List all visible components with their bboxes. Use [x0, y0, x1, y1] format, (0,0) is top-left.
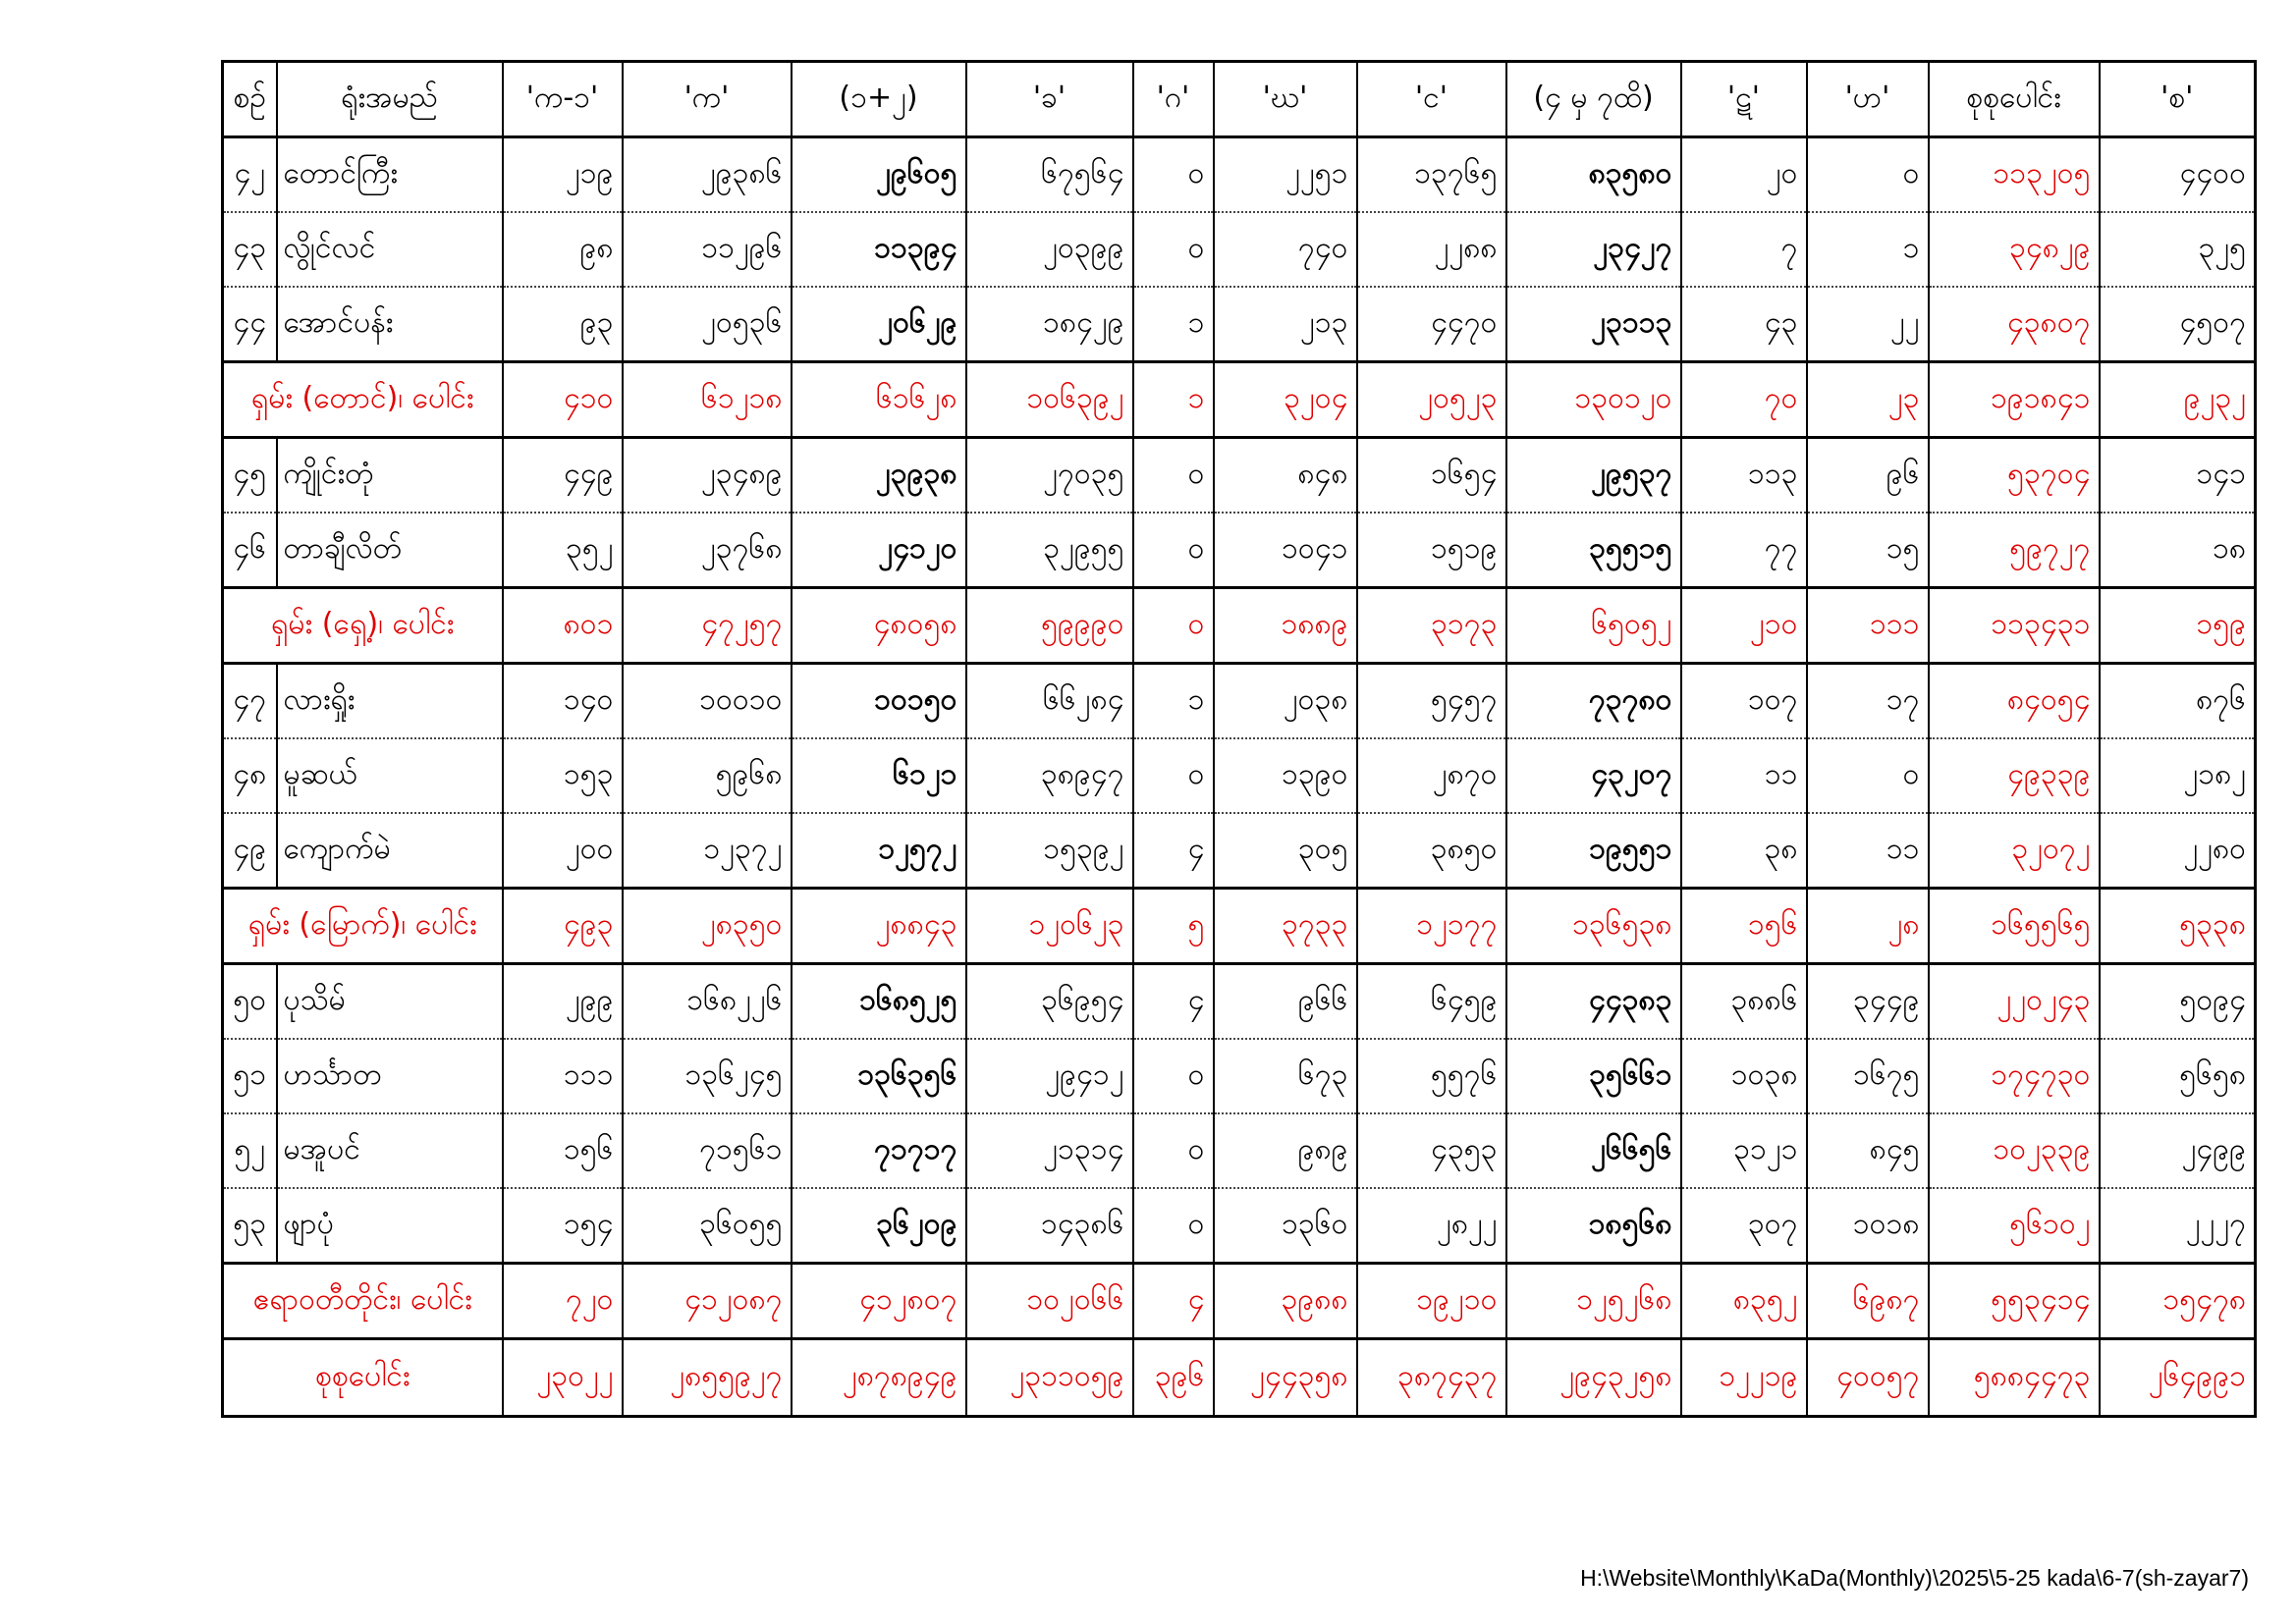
table-row	[223, 1113, 2256, 1188]
value-cell: ၁၅၉	[2100, 588, 2256, 664]
value-cell: ၁၉၁၈၄၁	[1929, 362, 2100, 438]
value-cell: ၁၆၈၂၂၆	[623, 964, 792, 1040]
value-cell: ၉၈	[503, 212, 623, 287]
value-cell: ၂၃၁၁၀၅၉	[966, 1339, 1133, 1417]
value-cell: ၃၈၇၄၃၇	[1357, 1339, 1506, 1417]
office-name: ကျောက်မဲ	[277, 813, 503, 889]
value-cell: ၁၀၃၈	[1681, 1039, 1807, 1113]
value-cell: ၀	[1133, 738, 1214, 813]
office-name: မအူပင်	[277, 1113, 503, 1188]
office-name: မူဆယ်	[277, 738, 503, 813]
value-cell: ၁၃၉၀	[1214, 738, 1357, 813]
value-cell: ၉၃	[503, 287, 623, 362]
value-cell: ၁၈၄၂၉	[966, 287, 1133, 362]
value-cell: ၁၉၂၁၀	[1357, 1264, 1506, 1339]
value-cell: ၅၃၇၀၄	[1929, 438, 2100, 514]
value-cell: ၄	[1133, 1264, 1214, 1339]
value-cell: ၄၁၀	[503, 362, 623, 438]
value-cell: ၈၄၀၅၄	[1929, 664, 2100, 739]
subtotal-label: ဧရာဝတီတိုင်း၊ ပေါင်း	[223, 1264, 503, 1339]
column-header-12: စုစုပေါင်း	[1929, 62, 2100, 137]
grand-total-row	[223, 1339, 2256, 1417]
table-body	[223, 137, 2256, 1417]
value-cell: ၂၉၄၁၂	[966, 1039, 1133, 1113]
table-row	[223, 137, 2256, 213]
value-cell: ၁၁	[1681, 738, 1807, 813]
grand-total-label: စုစုပေါင်း	[223, 1339, 503, 1417]
value-cell: ၁၀၁၈	[1807, 1188, 1929, 1264]
row-number: ၄၂	[223, 137, 277, 213]
value-cell: ၈၃၅၂	[1681, 1264, 1807, 1339]
subtotal-label: ရှမ်း (တောင်)၊ ပေါင်း	[223, 362, 503, 438]
value-cell: ၁၃၇၆၅	[1357, 137, 1506, 213]
value-cell: ၂၃၁၁၃	[1506, 287, 1681, 362]
table-row	[223, 513, 2256, 588]
value-cell: ၂၀	[1681, 137, 1807, 213]
value-cell: ၁၅၆	[1681, 889, 1807, 964]
value-cell: ၆၄၅၉	[1357, 964, 1506, 1040]
value-cell: ၂၂၀၂၄၃	[1929, 964, 2100, 1040]
value-cell: ၁၁၁	[1807, 588, 1929, 664]
value-cell: ၂၃	[1807, 362, 1929, 438]
value-cell: ၃၆၀၅၅	[623, 1188, 792, 1264]
value-cell: ၁၀၂၃၃၉	[1929, 1113, 2100, 1188]
value-cell: ၇၃၇၈၀	[1506, 664, 1681, 739]
row-number: ၄၅	[223, 438, 277, 514]
value-cell: ၁၅၄၇၈	[2100, 1264, 2256, 1339]
value-cell: ၄၃၅၃	[1357, 1113, 1506, 1188]
value-cell: ၁၁၃၉၄	[792, 212, 966, 287]
value-cell: ၅၉၆၈	[623, 738, 792, 813]
value-cell: ၂၄၁၂၀	[792, 513, 966, 588]
value-cell: ၁၀၂၀၆၆	[966, 1264, 1133, 1339]
value-cell: ၆၇၅၆၄	[966, 137, 1133, 213]
column-header-9: (၄ မှ ၇ထိ)	[1506, 62, 1681, 137]
value-cell: ၁၂၀၆၂၃	[966, 889, 1133, 964]
value-cell: ၂၁၉	[503, 137, 623, 213]
value-cell: ၀	[1133, 137, 1214, 213]
value-cell: ၆၁၂၁၈	[623, 362, 792, 438]
value-cell: ၁၂၅၂၆၈	[1506, 1264, 1681, 1339]
value-cell: ၁၇	[1807, 664, 1929, 739]
office-name: တာချီလိတ်	[277, 513, 503, 588]
value-cell: ၁၄၁	[2100, 438, 2256, 514]
value-cell: ၀	[1133, 1188, 1214, 1264]
value-cell: ၅၈၈၄၄၇၃	[1929, 1339, 2100, 1417]
value-cell: ၁	[1133, 664, 1214, 739]
value-cell: ၂၃၇၆၈	[623, 513, 792, 588]
value-cell: ၈၇၆	[2100, 664, 2256, 739]
value-cell: ၂၆၄၉၉၁	[2100, 1339, 2256, 1417]
subtotal-label: ရှမ်း (ရှေ့)၊ ပေါင်း	[223, 588, 503, 664]
value-cell: ၁၀၁၅၀	[792, 664, 966, 739]
value-cell: ၁၇၄၇၃၀	[1929, 1039, 2100, 1113]
value-cell: ၈၃၅၈၀	[1506, 137, 1681, 213]
row-number: ၄၆	[223, 513, 277, 588]
value-cell: ၂၂၅၁	[1214, 137, 1357, 213]
value-cell: ၁	[1133, 287, 1214, 362]
value-cell: ၄၉၃၃၉	[1929, 738, 2100, 813]
value-cell: ၄၃၈၀၇	[1929, 287, 2100, 362]
value-cell: ၁၆၇၅	[1807, 1039, 1929, 1113]
subtotal-row	[223, 1264, 2256, 1339]
value-cell: ၁၅၃၉၂	[966, 813, 1133, 889]
value-cell: ၄၇၂၅၇	[623, 588, 792, 664]
value-cell: ၄၃၂၀၇	[1506, 738, 1681, 813]
value-cell: ၁၆၈၅၂၅	[792, 964, 966, 1040]
value-cell: ၁၀၇	[1681, 664, 1807, 739]
column-header-0: စဉ်	[223, 62, 277, 137]
column-header-8: 'င'	[1357, 62, 1506, 137]
column-header-1: ရုံးအမည်	[277, 62, 503, 137]
value-cell: ၃၈၅၀	[1357, 813, 1506, 889]
value-cell: ၁၅	[1807, 513, 1929, 588]
value-cell: ၀	[1807, 738, 1929, 813]
value-cell: ၁၃၆၂၄၅	[623, 1039, 792, 1113]
table-row	[223, 813, 2256, 889]
value-cell: ၁၅၄	[503, 1188, 623, 1264]
table-row	[223, 1039, 2256, 1113]
subtotal-row	[223, 889, 2256, 964]
table-row	[223, 664, 2256, 739]
value-cell: ၁၁၃	[1681, 438, 1807, 514]
subtotal-label: ရှမ်း (မြောက်)၊ ပေါင်း	[223, 889, 503, 964]
value-cell: ၁၆၅၅၆၅	[1929, 889, 2100, 964]
value-cell: ၂၉၃၈၆	[623, 137, 792, 213]
value-cell: ၂၃၄၈၉	[623, 438, 792, 514]
value-cell: ၈၄၅	[1807, 1113, 1929, 1188]
value-cell: ၂၁၈၂	[2100, 738, 2256, 813]
file-path-footer: H:\Website\Monthly\KaDa(Monthly)\2025\5-25 kada\6-7(sh-zayar7)	[1580, 1565, 2249, 1591]
value-cell: ၃၈	[1681, 813, 1807, 889]
value-cell: ၀	[1133, 1113, 1214, 1188]
value-cell: ၇	[1681, 212, 1807, 287]
value-cell: ၁၁၂၉၆	[623, 212, 792, 287]
value-cell: ၀	[1133, 588, 1214, 664]
value-cell: ၈၄၈	[1214, 438, 1357, 514]
statistics-table	[221, 60, 2257, 1418]
value-cell: ၄၄၉	[503, 438, 623, 514]
value-cell: ၃၁၇၃	[1357, 588, 1506, 664]
value-cell: ၃၈၈၆	[1681, 964, 1807, 1040]
value-cell: ၁	[1807, 212, 1929, 287]
header-row	[223, 62, 2256, 137]
value-cell: ၃၂၉၅၅	[966, 513, 1133, 588]
value-cell: ၂၁၃၁၄	[966, 1113, 1133, 1188]
value-cell: ၁၈၅၆၈	[1506, 1188, 1681, 1264]
value-cell: ၁၂၁၇၇	[1357, 889, 1506, 964]
column-header-2: 'က-၁'	[503, 62, 623, 137]
row-number: ၄၄	[223, 287, 277, 362]
row-number: ၅၁	[223, 1039, 277, 1113]
value-cell: ၁၈	[2100, 513, 2256, 588]
value-cell: ၃၂၀၇၂	[1929, 813, 2100, 889]
value-cell: ၂၀၅၃၆	[623, 287, 792, 362]
value-cell: ၇၂၀	[503, 1264, 623, 1339]
value-cell: ၄၁၂၈၀၇	[792, 1264, 966, 1339]
subtotal-row	[223, 588, 2256, 664]
column-header-4: (၁+၂)	[792, 62, 966, 137]
value-cell: ၉၈၉	[1214, 1113, 1357, 1188]
value-cell: ၅၉၇၂၇	[1929, 513, 2100, 588]
value-cell: ၇၀	[1681, 362, 1807, 438]
value-cell: ၂၉၅၃၇	[1506, 438, 1681, 514]
value-cell: ၃၈၉၄၇	[966, 738, 1133, 813]
table-row	[223, 438, 2256, 514]
value-cell: ၃၁၂၁	[1681, 1113, 1807, 1188]
row-number: ၅၂	[223, 1113, 277, 1188]
column-header-7: 'ဃ'	[1214, 62, 1357, 137]
value-cell: ၂၈၂၂	[1357, 1188, 1506, 1264]
value-cell: ၀	[1133, 513, 1214, 588]
value-cell: ၂၀၆၂၉	[792, 287, 966, 362]
value-cell: ၂၂၈၈	[1357, 212, 1506, 287]
value-cell: ၂၂၈၀	[2100, 813, 2256, 889]
value-cell: ၁၅၆	[503, 1113, 623, 1188]
value-cell: ၅၄၅၇	[1357, 664, 1506, 739]
value-cell: ၁၅၁၉	[1357, 513, 1506, 588]
office-name: ဟင်္သာတ	[277, 1039, 503, 1113]
value-cell: ၃၂၀၄	[1214, 362, 1357, 438]
value-cell: ၆၇၃	[1214, 1039, 1357, 1113]
value-cell: ၇၁၇၁၇	[792, 1113, 966, 1188]
column-header-13: 'စ'	[2100, 62, 2256, 137]
office-name: အောင်ပန်း	[277, 287, 503, 362]
value-cell: ၅၅၃၄၁၄	[1929, 1264, 2100, 1339]
value-cell: ၁၀၆၃၉၂	[966, 362, 1133, 438]
value-cell: ၉၂၃၂	[2100, 362, 2256, 438]
value-cell: ၅၀၉၄	[2100, 964, 2256, 1040]
office-name: ပုသိမ်	[277, 964, 503, 1040]
value-cell: ၃၄၄၉	[1807, 964, 1929, 1040]
row-number: ၄၉	[223, 813, 277, 889]
row-number: ၄၈	[223, 738, 277, 813]
table-header	[223, 62, 2256, 137]
value-cell: ၁၃၀၁၂၀	[1506, 362, 1681, 438]
value-cell: ၆၉၈၇	[1807, 1264, 1929, 1339]
office-name: လားရှိုး	[277, 664, 503, 739]
value-cell: ၁၀၀၁၀	[623, 664, 792, 739]
value-cell: ၂၀၃၉၉	[966, 212, 1133, 287]
value-cell: ၀	[1807, 137, 1929, 213]
value-cell: ၅၆၅၈	[2100, 1039, 2256, 1113]
value-cell: ၂၀၅၂၃	[1357, 362, 1506, 438]
value-cell: ၃၆၉၅၄	[966, 964, 1133, 1040]
row-number: ၄၇	[223, 664, 277, 739]
value-cell: ၅၉၉၉၀	[966, 588, 1133, 664]
value-cell: ၁၁	[1807, 813, 1929, 889]
value-cell: ၂၉၆၀၅	[792, 137, 966, 213]
value-cell: ၂၆၆၅၆	[1506, 1113, 1681, 1188]
value-cell: ၆၁၆၂၈	[792, 362, 966, 438]
value-cell: ၁၃၆၃၅၆	[792, 1039, 966, 1113]
value-cell: ၅	[1133, 889, 1214, 964]
value-cell: ၄၄၃၈၃	[1506, 964, 1681, 1040]
table-row	[223, 212, 2256, 287]
value-cell: ၉၆	[1807, 438, 1929, 514]
value-cell: ၁၅၃	[503, 738, 623, 813]
value-cell: ၁၁၁	[503, 1039, 623, 1113]
value-cell: ၄၈၀၅၈	[792, 588, 966, 664]
row-number: ၄၃	[223, 212, 277, 287]
value-cell: ၂၈၇၀	[1357, 738, 1506, 813]
value-cell: ၂၁၃	[1214, 287, 1357, 362]
column-header-6: 'ဂ'	[1133, 62, 1214, 137]
value-cell: ၂၃၉၃၈	[792, 438, 966, 514]
value-cell: ၅၅၇၆	[1357, 1039, 1506, 1113]
value-cell: ၁၄၀	[503, 664, 623, 739]
value-cell: ၃၉၈၈	[1214, 1264, 1357, 1339]
value-cell: ၃၅၅၁၅	[1506, 513, 1681, 588]
office-name: တောင်ကြီး	[277, 137, 503, 213]
table-row	[223, 964, 2256, 1040]
subtotal-row	[223, 362, 2256, 438]
value-cell: ၄၅၀၇	[2100, 287, 2256, 362]
value-cell: ၇၄၀	[1214, 212, 1357, 287]
column-header-10: 'ဋ'	[1681, 62, 1807, 137]
value-cell: ၃၀၅	[1214, 813, 1357, 889]
value-cell: ၂၈၈၄၃	[792, 889, 966, 964]
value-cell: ၁၁၃၂၀၅	[1929, 137, 2100, 213]
value-cell: ၀	[1133, 438, 1214, 514]
value-cell: ၂၈၃၅၀	[623, 889, 792, 964]
value-cell: ၃၄၈၂၉	[1929, 212, 2100, 287]
column-header-11: 'ဟ'	[1807, 62, 1929, 137]
value-cell: ၂၃၄၂၇	[1506, 212, 1681, 287]
value-cell: ၄၉၃	[503, 889, 623, 964]
value-cell: ၀	[1133, 1039, 1214, 1113]
value-cell: ၁၆၅၄	[1357, 438, 1506, 514]
value-cell: ၃၂၅	[2100, 212, 2256, 287]
value-cell: ၂၁၀	[1681, 588, 1807, 664]
value-cell: ၄	[1133, 813, 1214, 889]
value-cell: ၄၀၀၅၇	[1807, 1339, 1929, 1417]
value-cell: ၂၂	[1807, 287, 1929, 362]
column-header-3: 'က'	[623, 62, 792, 137]
value-cell: ၄၄၀၀	[2100, 137, 2256, 213]
value-cell: ၄၃	[1681, 287, 1807, 362]
value-cell: ၃၀၇	[1681, 1188, 1807, 1264]
value-cell: ၂၉၄၃၂၅၈	[1506, 1339, 1681, 1417]
value-cell: ၄	[1133, 964, 1214, 1040]
value-cell: ၁၀၄၁	[1214, 513, 1357, 588]
value-cell: ၃၅၂	[503, 513, 623, 588]
value-cell: ၁၃၆၀	[1214, 1188, 1357, 1264]
value-cell: ၉၆၆	[1214, 964, 1357, 1040]
value-cell: ၂၀၃၈	[1214, 664, 1357, 739]
value-cell: ၆၆၂၈၄	[966, 664, 1133, 739]
row-number: ၅၃	[223, 1188, 277, 1264]
value-cell: ၁၃၆၅၃၈	[1506, 889, 1681, 964]
value-cell: ၁၂၃၇၂	[623, 813, 792, 889]
office-name: ဖျာပုံ	[277, 1188, 503, 1264]
value-cell: ၆၅၀၅၂	[1506, 588, 1681, 664]
value-cell: ၇၇	[1681, 513, 1807, 588]
office-name: လွိုင်လင်	[277, 212, 503, 287]
value-cell: ၈၀၁	[503, 588, 623, 664]
value-cell: ၂၄၉၉	[2100, 1113, 2256, 1188]
table-row	[223, 738, 2256, 813]
office-name: ကျိုင်းတုံ	[277, 438, 503, 514]
value-cell: ၂၇၀၃၅	[966, 438, 1133, 514]
value-cell: ၁၉၅၅၁	[1506, 813, 1681, 889]
value-cell: ၆၁၂၁	[792, 738, 966, 813]
value-cell: ၂၀၀	[503, 813, 623, 889]
value-cell: ၁၂၅၇၂	[792, 813, 966, 889]
value-cell: ၃၇၃၃	[1214, 889, 1357, 964]
value-cell: ၁၈၈၉	[1214, 588, 1357, 664]
row-number: ၅၀	[223, 964, 277, 1040]
value-cell: ၂၄၄၃၅၈	[1214, 1339, 1357, 1417]
value-cell: ၃၆၂၀၉	[792, 1188, 966, 1264]
table-row	[223, 287, 2256, 362]
value-cell: ၂၈၅၅၉၂၇	[623, 1339, 792, 1417]
value-cell: ၂၂၂၇	[2100, 1188, 2256, 1264]
value-cell: ၂၉၉	[503, 964, 623, 1040]
value-cell: ၇၁၅၆၁	[623, 1113, 792, 1188]
value-cell: ၂၈	[1807, 889, 1929, 964]
table-row	[223, 1188, 2256, 1264]
value-cell: ၅၃၃၈	[2100, 889, 2256, 964]
value-cell: ၄၁၂၀၈၇	[623, 1264, 792, 1339]
value-cell: ၅၆၁၀၂	[1929, 1188, 2100, 1264]
value-cell: ၁၁၃၄၃၁	[1929, 588, 2100, 664]
value-cell: ၂၈၇၈၉၄၉	[792, 1339, 966, 1417]
value-cell: ၃၉၆	[1133, 1339, 1214, 1417]
column-header-5: 'ခ'	[966, 62, 1133, 137]
value-cell: ၄၄၇၀	[1357, 287, 1506, 362]
value-cell: ၀	[1133, 212, 1214, 287]
value-cell: ၁	[1133, 362, 1214, 438]
value-cell: ၁၄၃၈၆	[966, 1188, 1133, 1264]
value-cell: ၂၃၀၂၂	[503, 1339, 623, 1417]
value-cell: ၁၂၂၁၉	[1681, 1339, 1807, 1417]
value-cell: ၃၅၆၆၁	[1506, 1039, 1681, 1113]
